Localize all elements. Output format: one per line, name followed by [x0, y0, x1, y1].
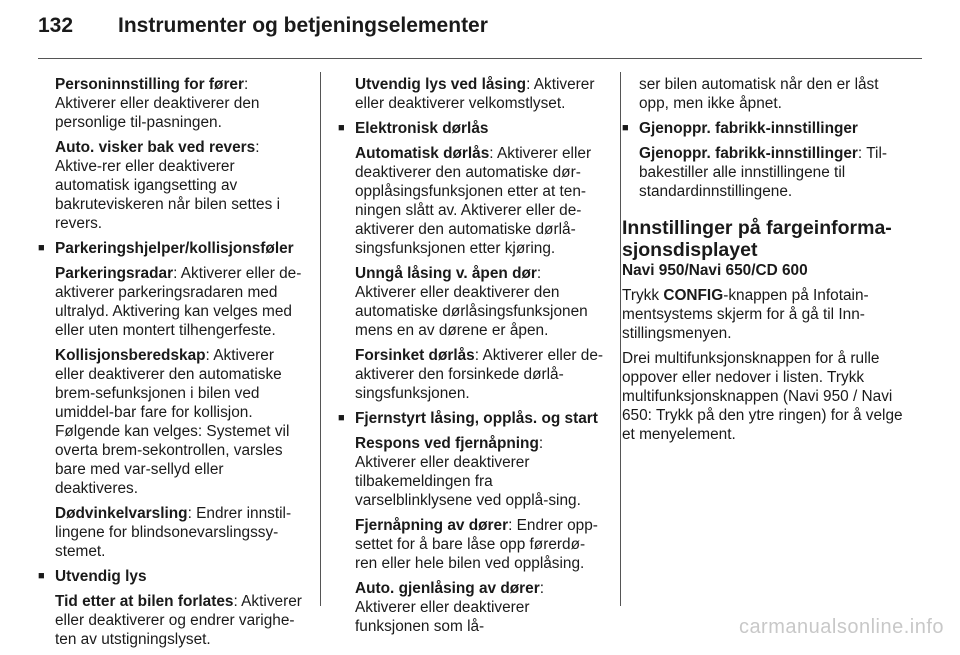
column-divider-1 — [320, 72, 321, 606]
description: : Aktiverer eller deaktiverer den automatiske dør-opplåsingsfunksjonen etter at ten-ningen slått av. Aktiverer eller de-aktiverer den automatiske dørlå-singsfunksjonen etter kjøring. — [355, 145, 592, 257]
term: Automatisk dørlås — [355, 145, 490, 162]
description: : Endrer opp-settet for å bare låse opp førerdø-ren eller hele bilen ved opplåsing. — [355, 517, 598, 572]
description: : Aktiverer eller deaktiverer tilbakemeldingen fra varselblinklysene ved opplå-sing. — [355, 435, 581, 509]
button-name: CONFIG — [663, 287, 724, 304]
paragraph — [338, 434, 604, 510]
paragraph — [338, 264, 604, 340]
paragraph — [38, 504, 304, 561]
paragraph — [338, 516, 604, 573]
paragraph — [38, 346, 304, 498]
paragraph — [622, 286, 904, 343]
paragraph: Drei multifunksjonsknappen for å rulle oppover eller nedover i listen. Trykk multifunksjonsknappen (Navi 950 / Navi 650: Trykk på den ytre ringen) for å velge et menyelement. — [622, 350, 903, 443]
term: Gjenoppr. fabrikk-innstillinger — [639, 145, 858, 162]
paragraph — [338, 144, 604, 258]
watermark: carmanualsonline.info — [738, 616, 944, 638]
bullet-heading: ■ Utvendig lys — [38, 567, 304, 586]
term: Kollisjonsberedskap — [55, 347, 206, 364]
term: Tid etter at bilen forlates — [55, 593, 234, 610]
paragraph — [38, 592, 304, 649]
description: : Aktiverer eller de-aktiverer den forsinkede dørlå-singsfunksjonen. — [355, 347, 604, 402]
description: : Aktiverer eller deaktiverer den automatiske brem-sefunksjonen i bilen ved umiddel-bar fare for kollisjon. Følgende kan velges: Systemet vil overta brem-sekontrollen, varsles bare med var-sellyd eller deaktiveres. — [55, 347, 290, 497]
bullet-heading: ■ Gjenoppr. fabrikk-innstillinger — [622, 119, 904, 138]
term: Forsinket dørlås — [355, 347, 475, 364]
description: -knappen på Infotain-mentsystems skjerm for å gå til Inn-stillingsmenyen. — [622, 287, 869, 342]
paragraph — [38, 264, 304, 340]
term: Auto. visker bak ved revers — [55, 139, 256, 156]
description: : Aktiverer eller de-aktiverer parkeringsradaren med ultralyd. Aktivering kan velges med eller uten montert tilhengerfeste. — [55, 265, 302, 339]
term: Personinnstilling for fører — [55, 76, 244, 93]
description: : Aktiverer eller deaktiverer velkomstlyset. — [355, 76, 595, 112]
column-1 — [38, 75, 304, 655]
term: Utvendig lys ved låsing — [355, 76, 527, 93]
description: : Aktiverer eller deaktiverer og endrer varighe-ten av utstigningslyset. — [55, 593, 302, 648]
header-divider — [38, 58, 922, 59]
page-number: 132 — [38, 14, 74, 37]
page-header — [38, 14, 488, 54]
description: : Endrer innstil-lingene for blindsonevarslingssy-stemet. — [55, 505, 292, 560]
description: : Til-bakestiller alle innstillingene til standardinnstillingene. — [639, 145, 887, 200]
description: : Aktive-rer eller deaktiverer automatisk igangsetting av bakruteviskeren når bilen settes i revers. — [55, 139, 280, 232]
paragraph — [338, 75, 604, 113]
column-divider-2 — [620, 72, 621, 606]
page-title: Instrumenter og betjeningselementer — [118, 14, 488, 37]
paragraph — [338, 346, 604, 403]
description: : Aktiverer eller deaktiverer den personlige til-pasningen. — [55, 76, 260, 131]
paragraph: ser bilen automatisk når den er låst opp, men ikke åpnet. — [639, 76, 879, 112]
description: Trykk — [622, 287, 664, 304]
description: : Aktiverer eller deaktiverer den automatiske dørlåsingsfunksjonen mens en av dørene er åpen. — [355, 265, 588, 339]
section-heading: Innstillinger på fargeinforma-sjonsdisplayet — [622, 217, 892, 261]
column-2 — [338, 75, 604, 642]
term: Fjernåpning av dører — [355, 517, 509, 534]
description: : Aktiverer eller deaktiverer funksjonen som lå- — [355, 580, 544, 635]
bullet-heading: ■ Fjernstyrt låsing, opplås. og start — [338, 409, 604, 428]
paragraph — [38, 138, 304, 233]
term: Dødvinkelvarsling — [55, 505, 188, 522]
bullet-heading: ■ Elektronisk dørlås — [338, 119, 604, 138]
paragraph — [38, 75, 304, 132]
subsection-heading: Navi 950/Navi 650/CD 600 — [622, 262, 808, 279]
term: Parkeringsradar — [55, 265, 174, 282]
paragraph — [338, 579, 604, 636]
term: Unngå låsing v. åpen dør — [355, 265, 537, 282]
term: Auto. gjenlåsing av dører — [355, 580, 540, 597]
column-3 — [622, 75, 904, 450]
term: Respons ved fjernåpning — [355, 435, 539, 452]
bullet-heading: ■ Parkeringshjelper/kollisjonsføler — [38, 239, 304, 258]
paragraph — [622, 144, 904, 201]
